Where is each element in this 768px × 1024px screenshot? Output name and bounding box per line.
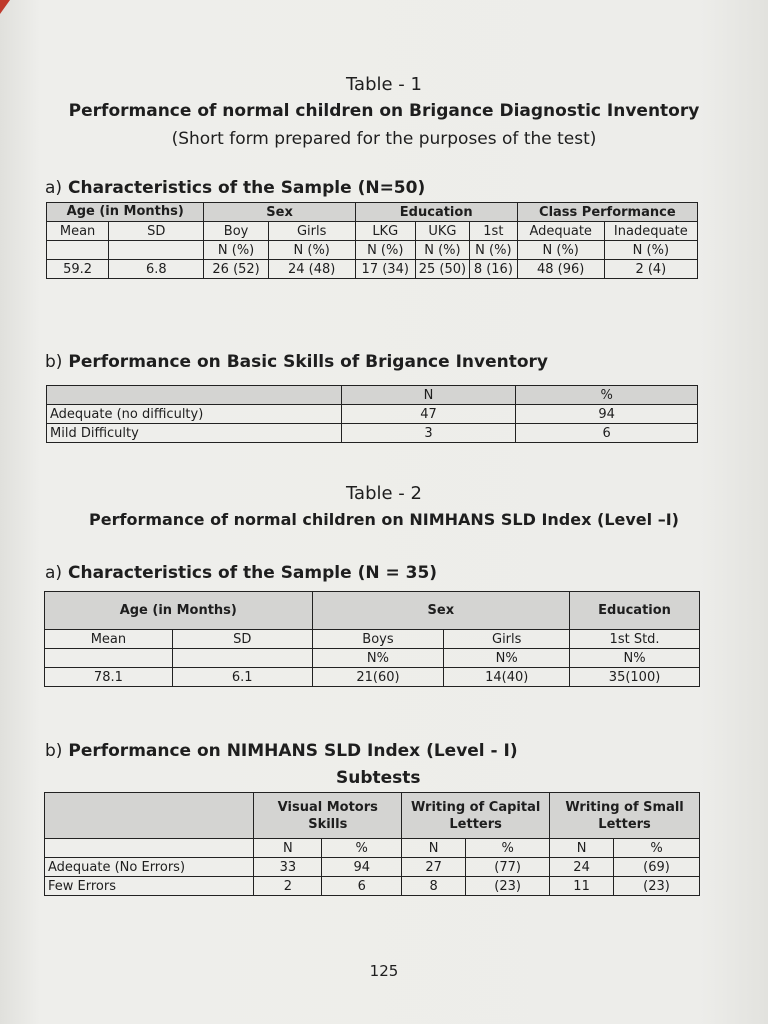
group-age: Age (in Months)	[47, 203, 204, 222]
unit-label: N%	[312, 649, 444, 668]
table1-sample-table	[46, 202, 698, 279]
row-n: 3	[341, 424, 516, 443]
table2-title: Performance of normal children on NIMHANS SLD Index (Level –I)	[89, 510, 679, 529]
row-label: Adequate (No Errors)	[45, 858, 254, 877]
row-pct: 94	[516, 405, 698, 424]
value-lkg: 17 (34)	[355, 260, 415, 279]
table2-subtests-table	[44, 792, 700, 896]
unit-label: N%	[444, 649, 570, 668]
value-sd: 6.8	[109, 260, 204, 279]
col-inadequate: Inadequate	[604, 222, 697, 241]
row-cell: 27	[402, 858, 466, 877]
sub-header: N	[402, 839, 466, 858]
header-blank	[45, 793, 254, 839]
row-cell: (69)	[614, 858, 700, 877]
unit-label: N (%)	[355, 241, 415, 260]
sub-header: %	[614, 839, 700, 858]
empty-cell	[109, 241, 204, 260]
sub-header: N	[254, 839, 322, 858]
table-row	[45, 858, 700, 877]
row-cell: 94	[322, 858, 402, 877]
subtests-label: Subtests	[336, 768, 421, 788]
group-education: Education	[355, 203, 517, 222]
row-cell: 6	[322, 877, 402, 896]
value-adequate: 48 (96)	[517, 260, 604, 279]
value-boy: 26 (52)	[204, 260, 268, 279]
value-girls: 24 (48)	[268, 260, 355, 279]
sub-header: %	[466, 839, 550, 858]
sub-header: %	[322, 839, 402, 858]
table-row	[47, 405, 698, 424]
col-ukg: UKG	[415, 222, 469, 241]
empty-cell	[45, 649, 173, 668]
page-number: 125	[369, 962, 399, 980]
value-first-std: 35(100)	[570, 668, 700, 687]
group-sex: Sex	[312, 592, 570, 630]
unit-label: N (%)	[604, 241, 697, 260]
row-cell: (77)	[466, 858, 550, 877]
group-age: Age (in Months)	[45, 592, 313, 630]
table1-section-a-heading: a) Characteristics of the Sample (N=50)	[45, 178, 426, 198]
group-sex: Sex	[204, 203, 355, 222]
row-label: Mild Difficulty	[47, 424, 342, 443]
empty-cell	[45, 839, 254, 858]
col-boys: Boys	[312, 630, 444, 649]
unit-label: N (%)	[470, 241, 518, 260]
group-visual-motor: Visual Motors Skills	[254, 793, 402, 839]
unit-label: N (%)	[415, 241, 469, 260]
col-boy: Boy	[204, 222, 268, 241]
sub-header: N	[550, 839, 614, 858]
unit-label: N%	[570, 649, 700, 668]
row-cell: 8	[402, 877, 466, 896]
table1-caption: Table - 1	[346, 74, 422, 95]
row-label: Adequate (no difficulty)	[47, 405, 342, 424]
col-sd: SD	[172, 630, 312, 649]
group-small-letters: Writing of Small Letters	[550, 793, 700, 839]
row-n: 47	[341, 405, 516, 424]
row-cell: 11	[550, 877, 614, 896]
table1-subtitle: (Short form prepared for the purposes of the test)	[171, 129, 597, 149]
col-girls: Girls	[444, 630, 570, 649]
table1-skills-table	[46, 385, 698, 443]
row-cell: 33	[254, 858, 322, 877]
value-boys: 21(60)	[312, 668, 444, 687]
col-adequate: Adequate	[517, 222, 604, 241]
row-cell: (23)	[466, 877, 550, 896]
value-sd: 6.1	[172, 668, 312, 687]
table2-section-a-heading: a) Characteristics of the Sample (N = 35)	[45, 563, 438, 583]
value-ukg: 25 (50)	[415, 260, 469, 279]
unit-label: N (%)	[204, 241, 268, 260]
table2-caption: Table - 2	[346, 483, 422, 504]
row-cell: (23)	[614, 877, 700, 896]
row-pct: 6	[516, 424, 698, 443]
table2-section-b-heading: b) Performance on NIMHANS SLD Index (Level - I)	[45, 741, 518, 761]
header-blank	[47, 386, 342, 405]
page-corner-mark	[0, 0, 10, 14]
value-first: 8 (16)	[470, 260, 518, 279]
group-education: Education	[570, 592, 700, 630]
row-cell: 2	[254, 877, 322, 896]
empty-cell	[47, 241, 109, 260]
value-girls: 14(40)	[444, 668, 570, 687]
header-pct: %	[516, 386, 698, 405]
group-class-performance: Class Performance	[517, 203, 697, 222]
value-mean: 59.2	[47, 260, 109, 279]
unit-label: N (%)	[268, 241, 355, 260]
row-label: Few Errors	[45, 877, 254, 896]
group-capital-letters: Writing of Capital Letters	[402, 793, 550, 839]
table1-title: Performance of normal children on Brigance Diagnostic Inventory	[68, 101, 700, 121]
col-lkg: LKG	[355, 222, 415, 241]
col-first-std: 1st Std.	[570, 630, 700, 649]
table2-sample-table	[44, 591, 700, 687]
col-mean: Mean	[45, 630, 173, 649]
unit-label: N (%)	[517, 241, 604, 260]
col-mean: Mean	[47, 222, 109, 241]
value-inadequate: 2 (4)	[604, 260, 697, 279]
col-sd: SD	[109, 222, 204, 241]
col-first: 1st	[470, 222, 518, 241]
row-cell: 24	[550, 858, 614, 877]
header-n: N	[341, 386, 516, 405]
table-row	[45, 877, 700, 896]
value-mean: 78.1	[45, 668, 173, 687]
table1-section-b-heading: b) Performance on Basic Skills of Brigance Inventory	[45, 352, 548, 372]
table-row	[47, 424, 698, 443]
empty-cell	[172, 649, 312, 668]
col-girls: Girls	[268, 222, 355, 241]
